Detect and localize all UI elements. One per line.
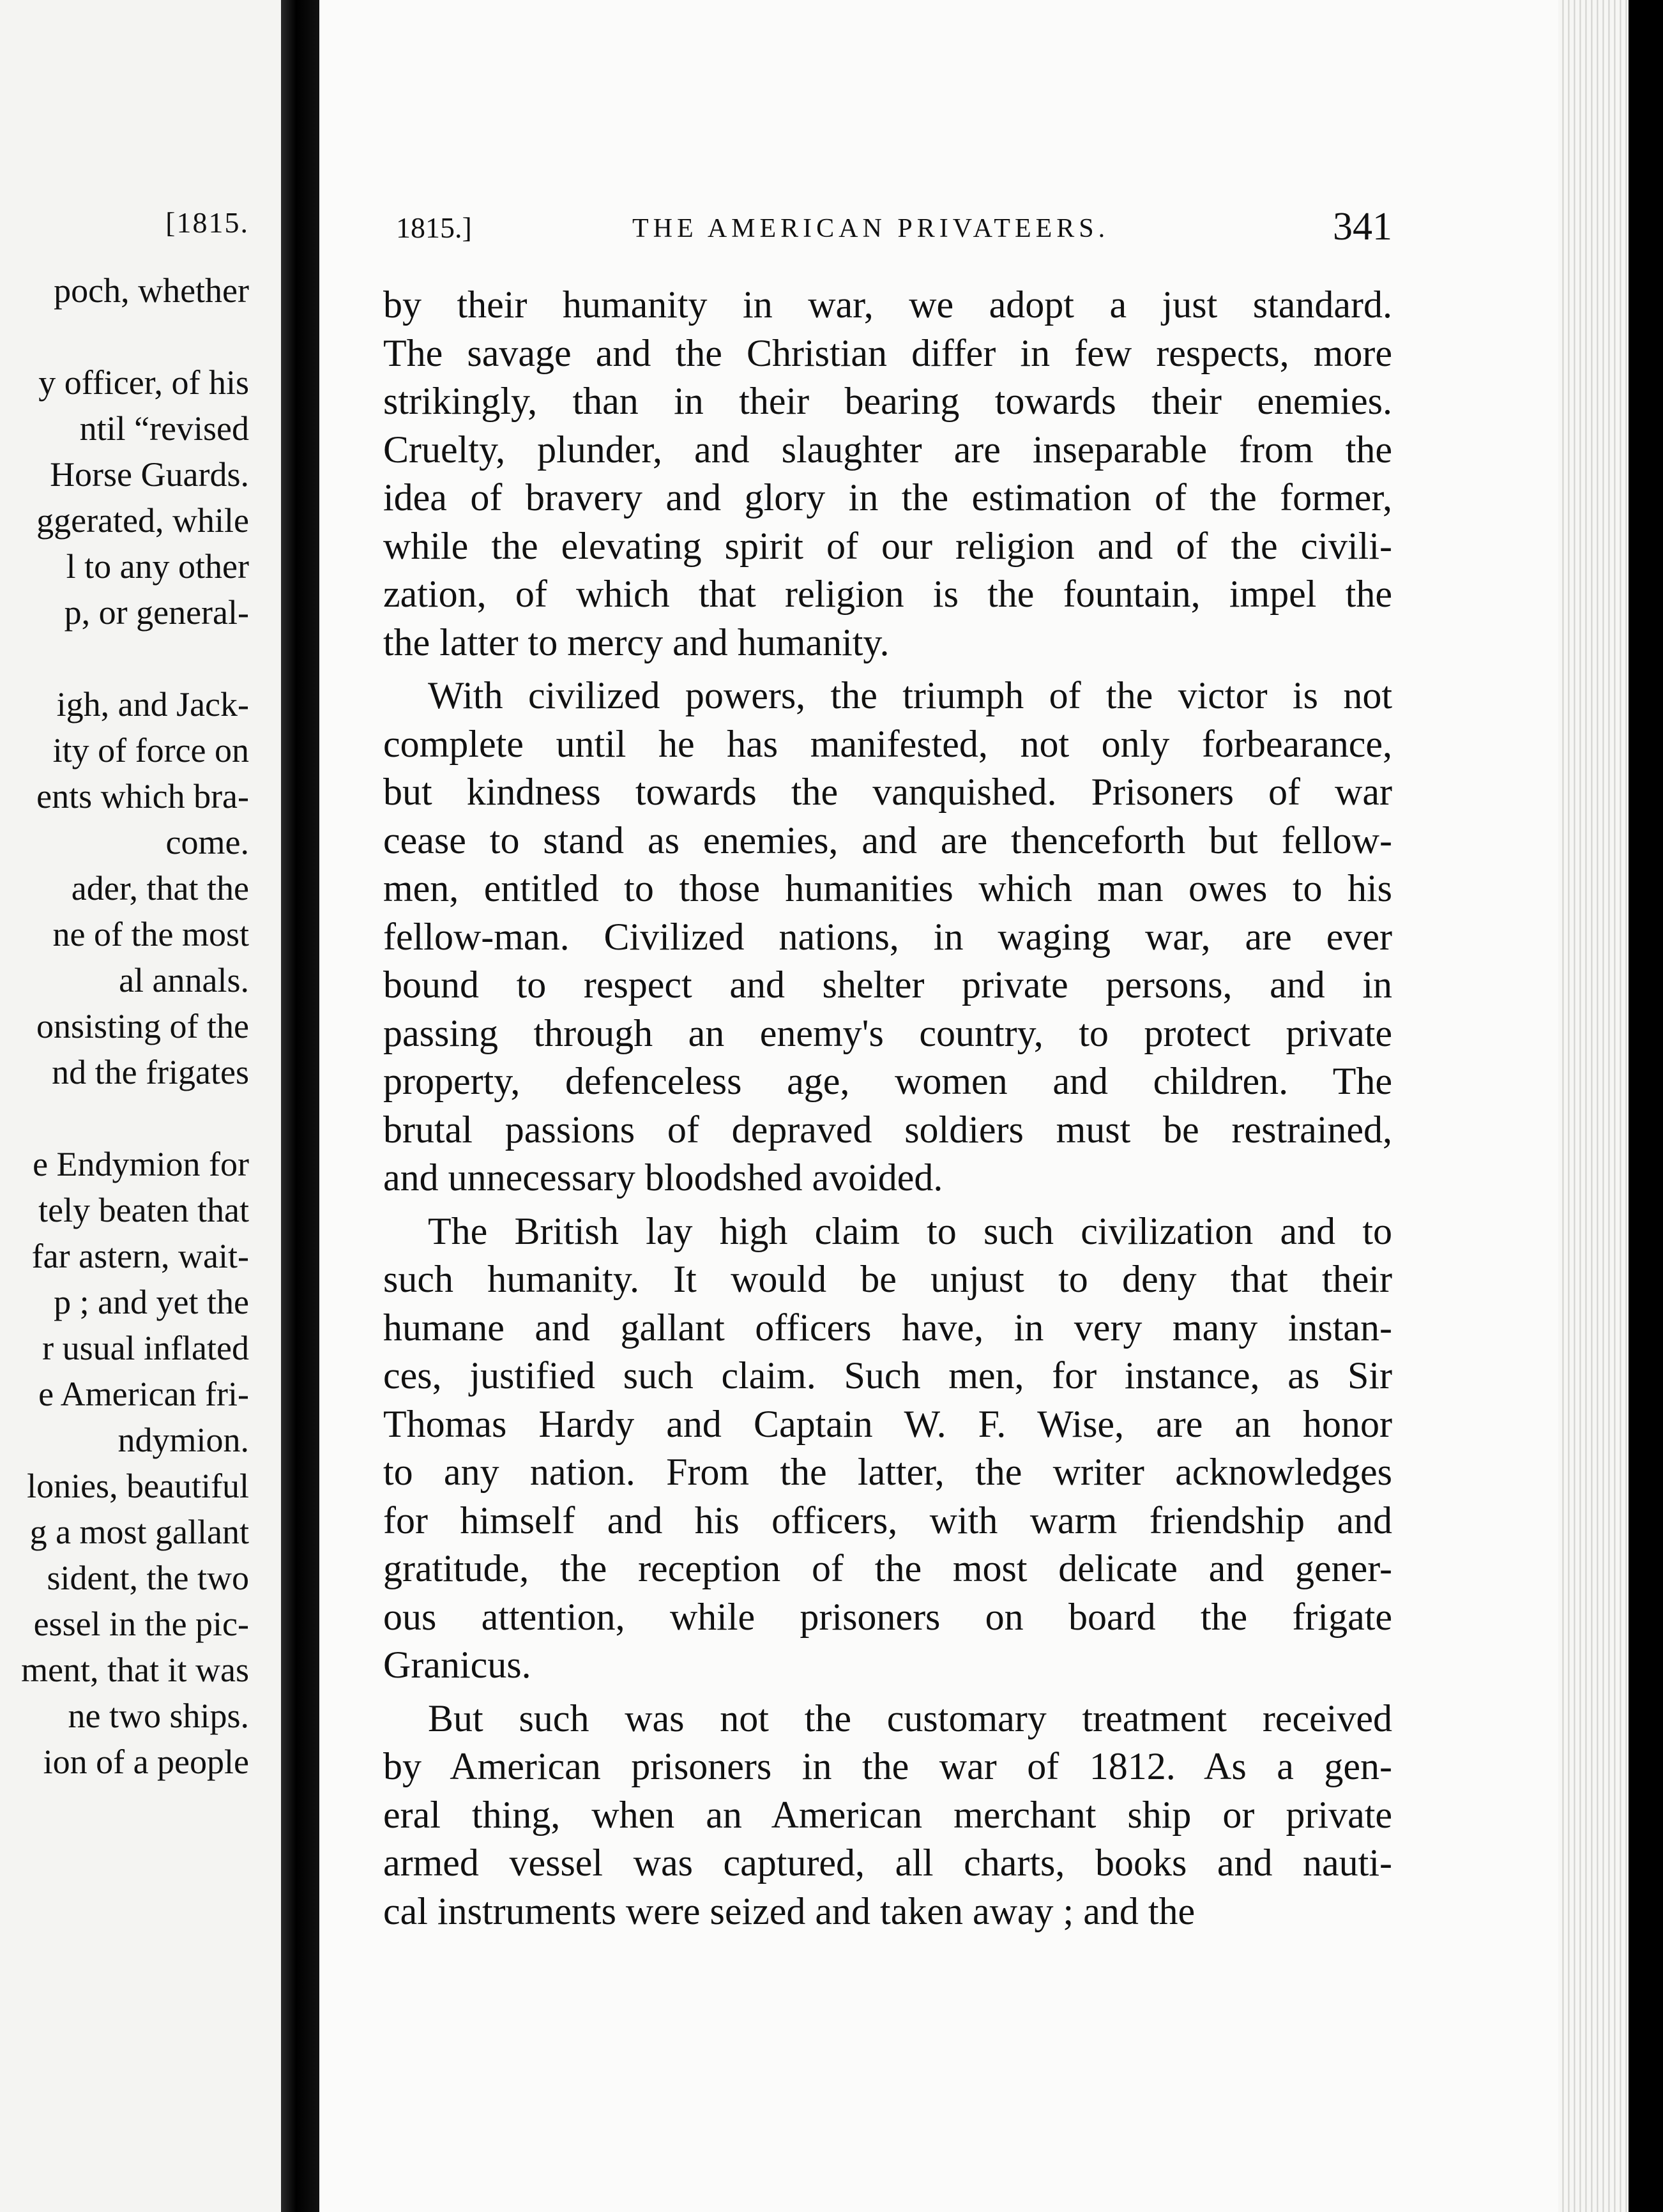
text-line: Granicus. (383, 1644, 531, 1686)
left-page-header: [1815. (165, 206, 249, 239)
left-page-line: p ; and yet the (54, 1283, 249, 1321)
left-page-line: nd the frigates (52, 1053, 249, 1091)
text-line: fellow-man. Civilized nations, in waging war, are ever (383, 915, 1392, 958)
paragraph (383, 1695, 1392, 1936)
left-page-line: al annals. (119, 961, 249, 999)
text-line: by their humanity in war, we adopt a just standard. (383, 284, 1392, 326)
left-page-line: ntil “revised (79, 409, 249, 448)
left-page-line: r usual inflated (42, 1329, 249, 1367)
left-page-line: ne two ships. (68, 1697, 249, 1735)
left-page-line: igh, and Jack- (56, 685, 249, 723)
left-page-line: ents which bra- (36, 777, 249, 815)
text-line: armed vessel was captured, all charts, books and nauti- (383, 1842, 1392, 1884)
text-line: eral thing, when an American merchant ship or private (383, 1793, 1392, 1836)
text-line: cal instruments were seized and taken away ; and the (383, 1890, 1196, 1932)
left-page-line: onsisting of the (36, 1007, 249, 1045)
left-page-line: e American fri- (38, 1375, 249, 1413)
text-line: but kindness towards the vanquished. Prisoners of war (383, 771, 1392, 813)
left-page (0, 0, 281, 2212)
text-line: idea of bravery and glory in the estimation of the former, (383, 476, 1392, 519)
body-text (383, 281, 1392, 1936)
running-head-title: THE AMERICAN PRIVATEERS. (632, 214, 1110, 243)
text-line: zation, of which that religion is the fountain, impel the (383, 573, 1392, 615)
text-line: But such was not the customary treatment received (428, 1697, 1392, 1739)
left-page-line: ity of force on (52, 731, 249, 769)
text-line: Cruelty, plunder, and slaughter are inseparable from the (383, 428, 1392, 471)
text-line: for himself and his officers, with warm friendship and (383, 1499, 1392, 1542)
left-page-line: sident, the two (47, 1559, 249, 1597)
text-line: property, defenceless age, women and children. The (383, 1060, 1392, 1102)
paragraph (383, 281, 1392, 667)
text-line: and unnecessary bloodshed avoided. (383, 1156, 943, 1199)
running-head-year: 1815.] (396, 211, 472, 244)
text-line: cease to stand as enemies, and are thenceforth but fellow- (383, 819, 1392, 861)
page-edges (1558, 0, 1629, 2212)
left-page-line: ndymion. (118, 1421, 249, 1459)
paragraph (383, 1208, 1392, 1690)
running-head (396, 204, 1392, 255)
text-line: such humanity. It would be unjust to deny that their (383, 1258, 1392, 1300)
paragraph-gap (383, 667, 1392, 672)
scan-border (1629, 0, 1663, 2212)
left-page-line: y officer, of his (38, 363, 249, 402)
left-page-line: poch, whether (54, 271, 249, 310)
left-page-line: lonies, beautiful (27, 1467, 249, 1505)
left-page-line: tely beaten that (38, 1191, 249, 1229)
left-page-line: p, or general- (64, 593, 249, 632)
left-page-line: ment, that it was (21, 1651, 249, 1689)
text-line: the latter to mercy and humanity. (383, 621, 890, 663)
left-page-line: ggerated, while (36, 501, 249, 540)
text-line: brutal passions of depraved soldiers must be restrained, (383, 1108, 1392, 1151)
page-number: 341 (1333, 205, 1392, 248)
text-line: With civilized powers, the triumph of the victor is not (428, 674, 1392, 716)
text-line: gratitude, the reception of the most delicate and gener- (383, 1547, 1392, 1589)
text-line: bound to respect and shelter private persons, and in (383, 964, 1392, 1006)
paragraph-gap (383, 1690, 1392, 1695)
text-line: humane and gallant officers have, in very many instan- (383, 1306, 1392, 1349)
paragraph (383, 672, 1392, 1202)
text-line: ous attention, while prisoners on board the frigate (383, 1595, 1392, 1638)
left-page-line: come. (165, 823, 249, 861)
left-page-line: l to any other (66, 547, 249, 586)
text-line: men, entitled to those humanities which man owes to his (383, 867, 1392, 909)
book-gutter (281, 0, 319, 2212)
paragraph-gap (383, 1202, 1392, 1208)
text-line: while the elevating spirit of our religion and of the civili- (383, 524, 1392, 567)
left-page-line: g a most gallant (29, 1513, 249, 1551)
right-page (319, 0, 1629, 2212)
text-line: ces, justified such claim. Such men, for instance, as Sir (383, 1354, 1392, 1397)
left-page-line: Horse Guards. (50, 455, 249, 494)
text-line: passing through an enemy's country, to protect private (383, 1011, 1392, 1054)
text-line: The savage and the Christian differ in few respects, more (383, 331, 1392, 374)
left-page-line: e Endymion for (33, 1145, 249, 1183)
left-page-line: ader, that the (71, 869, 249, 907)
text-line: strikingly, than in their bearing towards their enemies. (383, 380, 1392, 422)
text-line: to any nation. From the latter, the writer acknowledges (383, 1451, 1392, 1493)
left-page-line: ne of the most (52, 915, 249, 953)
left-page-line: ion of a people (43, 1743, 249, 1781)
left-page-line: far astern, wait- (31, 1237, 249, 1275)
text-line: The British lay high claim to such civilization and to (428, 1209, 1392, 1252)
text-line: Thomas Hardy and Captain W. F. Wise, are an honor (383, 1402, 1392, 1445)
text-line: complete until he has manifested, not only forbearance, (383, 722, 1392, 765)
text-line: by American prisoners in the war of 1812. As a gen- (383, 1745, 1392, 1787)
left-page-line: essel in the pic- (33, 1605, 249, 1643)
